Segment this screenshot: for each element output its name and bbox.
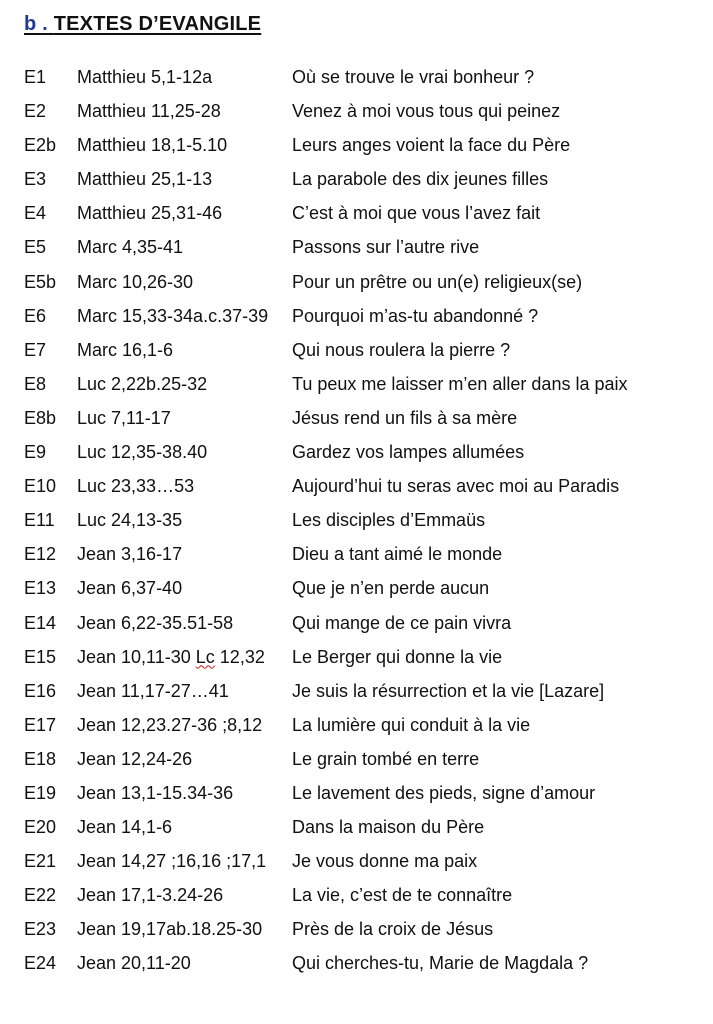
gospel-row	[24, 640, 704, 674]
gospel-row	[24, 878, 704, 912]
scripture-reference	[77, 810, 172, 844]
gospel-row	[24, 571, 704, 605]
scripture-reference-tail: 12,32	[214, 646, 265, 667]
reading-theme: Tu peux me laisser m’en aller dans la paix	[292, 373, 628, 394]
reading-code: E2b	[24, 135, 57, 156]
reading-code: E3	[24, 169, 47, 190]
scripture-reference-main: Jean 10,11-30	[77, 646, 191, 667]
scripture-reference-main: Jean 14,27 ;16,16 ;17,1	[77, 851, 267, 872]
scripture-reference	[77, 571, 182, 605]
gospel-row	[24, 333, 704, 367]
scripture-reference	[77, 674, 229, 708]
reading-code: E8b	[24, 407, 57, 428]
reading-code: E1	[24, 67, 47, 87]
reading-theme: Gardez vos lampes allumées	[292, 442, 525, 463]
scripture-reference-main: Luc 24,13-35	[77, 510, 183, 531]
scripture-reference-main: Jean 3,16-17	[77, 544, 183, 565]
scripture-reference	[77, 265, 193, 299]
gospel-row	[24, 674, 704, 708]
scripture-reference	[77, 606, 233, 640]
scripture-reference	[77, 94, 221, 128]
scripture-reference-main: Jean 6,22-35.51-58	[77, 612, 234, 633]
reading-theme: La parabole des dix jeunes filles	[292, 169, 549, 190]
reading-theme: Le grain tombé en terre	[292, 748, 480, 769]
gospel-row	[24, 128, 704, 162]
section-heading	[24, 13, 261, 36]
reading-code: E22	[24, 885, 57, 906]
reading-code: E19	[24, 782, 57, 803]
reading-theme: Aujourd’hui tu seras avec moi au Paradis	[292, 476, 620, 497]
gospel-row	[24, 912, 704, 946]
reading-theme: Jésus rend un fils à sa mère	[292, 407, 518, 428]
scripture-reference-main: Jean 17,1-3.24-26	[77, 885, 224, 906]
reading-code: E20	[24, 817, 57, 838]
reading-theme: Qui cherches-tu, Marie de Magdala ?	[292, 953, 589, 974]
reading-code: E10	[24, 476, 57, 497]
reading-theme: Qui mange de ce pain vivra	[292, 612, 512, 633]
scripture-reference	[77, 503, 182, 537]
reading-code: E12	[24, 544, 57, 565]
reading-theme: C’est à moi que vous l’avez fait	[292, 203, 541, 224]
reading-code: E2	[24, 101, 47, 122]
scripture-reference	[77, 708, 262, 742]
scripture-reference-main: Matthieu 25,1-13	[77, 169, 213, 190]
reading-code: E9	[24, 442, 47, 463]
scripture-reference-extra: Lc	[195, 646, 215, 667]
gospel-row	[24, 708, 704, 742]
reading-code: E6	[24, 305, 47, 326]
reading-code: E5	[24, 237, 47, 258]
scripture-reference-main: Jean 13,1-15.34-36	[77, 782, 234, 803]
scripture-reference-main: Marc 16,1-6	[77, 339, 174, 360]
gospel-row	[24, 162, 704, 196]
scripture-reference-main: Luc 2,22b.25-32	[77, 373, 208, 394]
reading-code: E4	[24, 203, 47, 224]
section-title: TEXTES D’EVANGILE	[53, 13, 262, 35]
reading-theme: Dans la maison du Père	[292, 817, 485, 838]
gospel-row	[24, 230, 704, 264]
reading-theme: Le Berger qui donne la vie	[292, 646, 503, 667]
reading-theme: Où se trouve le vrai bonheur ?	[292, 67, 535, 87]
scripture-reference-main: Luc 7,11-17	[77, 407, 171, 428]
gospel-row	[24, 776, 704, 810]
reading-theme: La lumière qui conduit à la vie	[292, 714, 531, 735]
section-prefix: b .	[24, 13, 48, 35]
reading-code: E16	[24, 680, 57, 701]
gospel-row	[24, 196, 704, 230]
reading-theme: Qui nous roulera la pierre ?	[292, 339, 511, 360]
reading-theme: Près de la croix de Jésus	[292, 919, 494, 940]
scripture-reference	[77, 912, 262, 946]
reading-theme: Passons sur l’autre rive	[292, 237, 480, 258]
scripture-reference	[77, 946, 191, 980]
scripture-reference	[77, 401, 171, 435]
scripture-reference	[77, 844, 266, 878]
reading-code: E17	[24, 714, 57, 735]
gospel-row	[24, 367, 704, 401]
reading-theme: Je vous donne ma paix	[292, 851, 478, 872]
gospel-row	[24, 946, 704, 980]
scripture-reference-main: Luc 23,33…53	[77, 476, 195, 497]
gospel-row	[24, 265, 704, 299]
reading-code: E15	[24, 646, 57, 667]
reading-code: E11	[24, 510, 55, 531]
scripture-reference-main: Matthieu 11,25-28	[77, 101, 221, 122]
scripture-reference-main: Jean 14,1-6	[77, 817, 173, 838]
scripture-reference-main: Marc 10,26-30	[77, 271, 194, 292]
reading-code: E21	[24, 851, 57, 872]
scripture-reference-main: Matthieu 18,1-5.10	[77, 135, 228, 156]
reading-theme: Pourquoi m’as-tu abandonné ?	[292, 305, 539, 326]
gospel-row	[24, 94, 704, 128]
reading-code: E13	[24, 578, 57, 599]
scripture-reference	[77, 878, 223, 912]
reading-code: E18	[24, 748, 57, 769]
scripture-reference	[77, 435, 207, 469]
scripture-reference	[77, 367, 207, 401]
scripture-reference	[77, 128, 227, 162]
reading-code: E23	[24, 919, 57, 940]
gospel-text-list	[24, 60, 704, 981]
reading-theme: La vie, c’est de te connaître	[292, 885, 513, 906]
scripture-reference-main: Jean 11,17-27…41	[77, 680, 229, 701]
gospel-row	[24, 435, 704, 469]
scripture-reference	[77, 162, 212, 196]
gospel-row	[24, 844, 704, 878]
gospel-row	[24, 537, 704, 571]
scripture-reference	[77, 230, 183, 264]
reading-code: E5b	[24, 271, 57, 292]
gospel-row	[24, 469, 704, 503]
gospel-row	[24, 606, 704, 640]
reading-code: E14	[24, 612, 57, 633]
scripture-reference-main: Jean 19,17ab.18.25-30	[77, 919, 263, 940]
scripture-reference-main: Marc 15,33-34a.c.37-39	[77, 305, 269, 326]
scripture-reference	[77, 640, 265, 674]
scripture-reference-main: Luc 12,35-38.40	[77, 442, 208, 463]
reading-code: E24	[24, 953, 57, 974]
scripture-reference	[77, 333, 173, 367]
scripture-reference	[77, 196, 222, 230]
scripture-reference-main: Matthieu 25,31-46	[77, 203, 223, 224]
reading-theme: Dieu a tant aimé le monde	[292, 544, 503, 565]
reading-theme: Venez à moi vous tous qui peinez	[292, 101, 561, 122]
reading-theme: Pour un prêtre ou un(e) religieux(se)	[292, 271, 583, 292]
gospel-row	[24, 401, 704, 435]
scripture-reference-main: Marc 4,35-41	[77, 237, 184, 258]
scripture-reference	[77, 742, 192, 776]
gospel-row	[24, 60, 704, 94]
scripture-reference	[77, 469, 194, 503]
reading-theme: Le lavement des pieds, signe d’amour	[292, 782, 596, 803]
scripture-reference	[77, 776, 233, 810]
gospel-row	[24, 299, 704, 333]
gospel-row	[24, 742, 704, 776]
scripture-reference	[77, 299, 268, 333]
scripture-reference-main: Jean 20,11-20	[77, 953, 191, 974]
reading-theme: Leurs anges voient la face du Père	[292, 135, 571, 156]
reading-code: E7	[24, 339, 47, 360]
reading-theme: Je suis la résurrection et la vie [Lazare]	[292, 680, 605, 701]
scripture-reference	[77, 60, 212, 94]
reading-theme: Les disciples d’Emmaüs	[292, 510, 486, 531]
reading-code: E8	[24, 373, 47, 394]
scripture-reference-main: Jean 12,23.27-36 ;8,12	[77, 714, 263, 735]
scripture-reference-main: Jean 12,24-26	[77, 748, 193, 769]
gospel-row	[24, 810, 704, 844]
scripture-reference-main: Jean 6,37-40	[77, 578, 183, 599]
scripture-reference	[77, 537, 182, 571]
reading-theme: Que je n’en perde aucun	[292, 578, 490, 599]
scripture-reference-main: Matthieu 5,1-12a	[77, 67, 213, 87]
gospel-row	[24, 503, 704, 537]
